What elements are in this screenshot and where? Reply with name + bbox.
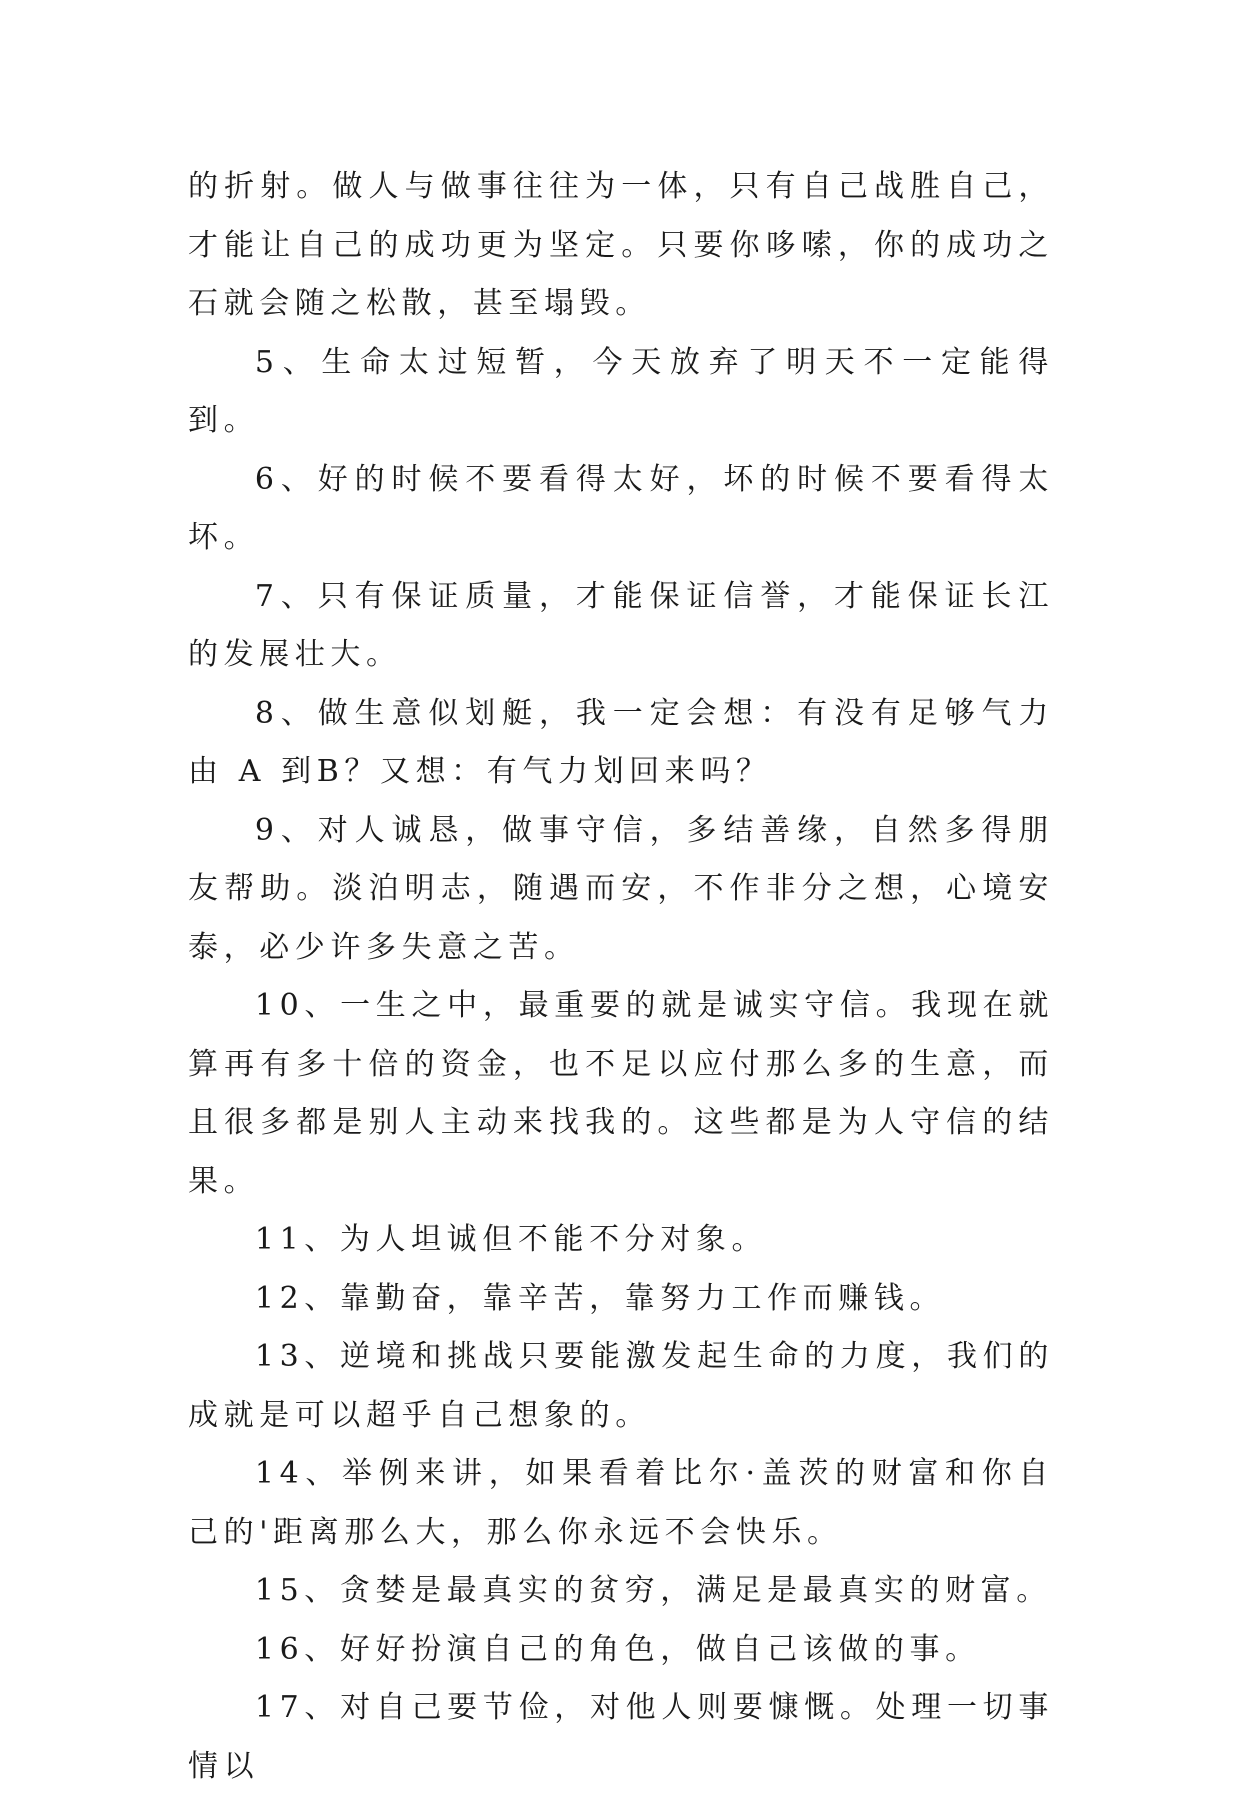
paragraph-item-10: 10、一生之中，最重要的就是诚实守信。我现在就算再有多十倍的资金，也不足以应付那么多的生意，而且很多都是别人主动来找我的。这些都是为人守信的结果。: [188, 988, 1054, 1199]
paragraph-item-9: 9、对人诚恳，做事守信，多结善缘，自然多得朋友帮助。淡泊明志，随遇而安，不作非分之想，心境安泰，必少许多失意之苦。: [188, 812, 1054, 965]
body-text: [188, 158, 1054, 1796]
paragraph-item-8: 8、做生意似划艇，我一定会想：有没有足够气力由 A 到B？又想：有气力划回来吗？: [188, 695, 1054, 789]
paragraph-item-16: 16、好好扮演自己的角色，做自己该做的事。: [254, 1631, 981, 1667]
paragraph-item-12: 12、靠勤奋，靠辛苦，靠努力工作而赚钱。: [254, 1280, 946, 1316]
paragraph-item-15: 15、贪婪是最真实的贫穷，满足是最真实的财富。: [254, 1573, 1052, 1608]
paragraph-item-7: 7、只有保证质量，才能保证信誉，才能保证长江的发展壮大。: [188, 578, 1054, 672]
paragraph-item-17: 17、对自己要节俭，对他人则要慷慨。处理一切事情以: [188, 1690, 1054, 1784]
paragraph-item-6: 6、好的时候不要看得太好，坏的时候不要看得太坏。: [188, 461, 1054, 555]
paragraph-item-14: 14、举例来讲，如果看着比尔·盖茨的财富和你自己的'距离那么大，那么你永远不会快乐。: [188, 1456, 1054, 1550]
paragraph-item-5: 5、生命太过短暂，今天放弃了明天不一定能得到。: [188, 344, 1054, 438]
paragraph-item-11: 11、为人坦诚但不能不分对象。: [254, 1222, 768, 1257]
paragraph-item-13: 13、逆境和挑战只要能激发起生命的力度，我们的成就是可以超乎自己想象的。: [188, 1339, 1054, 1433]
paragraph-continuation: 的折射。做人与做事往往为一体，只有自己战胜自己，才能让自己的成功更为坚定。只要你哆嗦，你的成功之石就会随之松散，甚至塌毁。: [188, 169, 1054, 321]
